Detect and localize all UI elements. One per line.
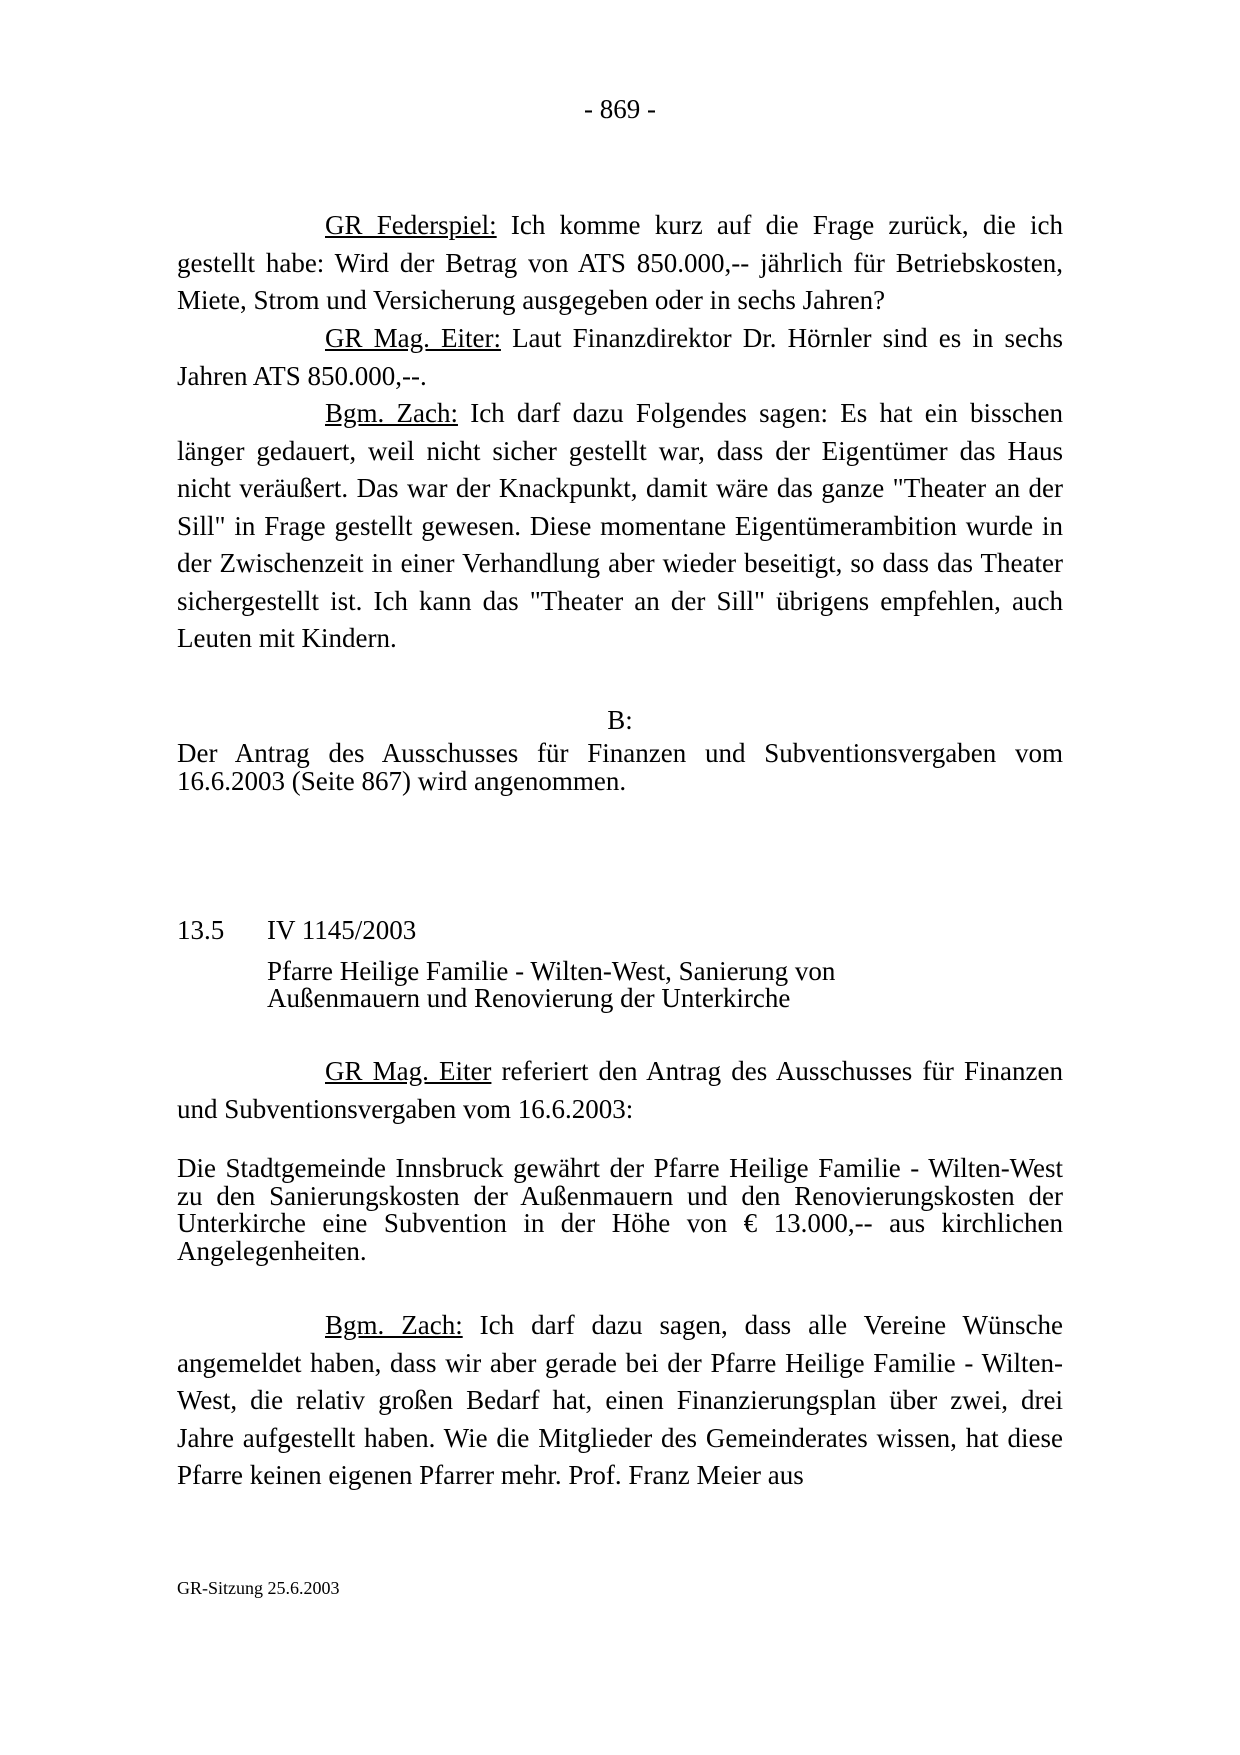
report-intro xyxy=(177,1053,1063,1128)
speaker-name: GR Mag. Eiter: xyxy=(325,323,501,353)
item-title-line: Außenmauern und Renovierung der Unterkirche xyxy=(267,983,791,1013)
footer-session-date: GR-Sitzung 25.6.2003 xyxy=(177,1578,340,1598)
motion-text: Die Stadtgemeinde Innsbruck gewährt der Pfarre Heilige Familie - Wilten-West zu den Sanierungskosten der Außenmauern und den Renovierungskosten der Unterkirche eine Subvention in der Höhe von € 13.000,-- aus kirchlichen Angelegenheiten. xyxy=(177,1153,1063,1266)
statement-text: Laut Finanzdirektor Dr. Hörnler sind es in sechs Jahren ATS 850.000,--. xyxy=(177,323,1063,391)
statement-zach xyxy=(177,395,1063,658)
item-number: 13.5 xyxy=(177,915,225,945)
statement-text: Ich komme kurz auf die Frage zurück, die ich gestellt habe: Wird der Betrag von ATS 850.000,-- jährlich für Betriebskosten, Miete, Strom und Versicherung ausgegeben oder in sechs Jahren? xyxy=(177,210,1063,315)
statement-text: Ich darf dazu sagen, dass alle Vereine Wünsche angemeldet haben, dass wir aber gerade bei der Pfarre Heilige Familie - Wilten-West, die relativ großen Bedarf hat, einen Finanzierungsplan über zwei, drei Jahre aufgestellt haben. Wie die Mitglieder des Gemeinderates wissen, hat diese Pfarre keinen eigenen Pfarrer mehr. Prof. Franz Meier aus xyxy=(177,1310,1063,1490)
statement-eiter xyxy=(177,320,1063,395)
item-title-line: Pfarre Heilige Familie - Wilten-West, Sanierung von xyxy=(267,956,836,986)
report-text: referiert den Antrag des Ausschusses für Finanzen und Subventionsvergaben vom 16.6.2003: xyxy=(177,1056,1063,1124)
statement-zach-closing xyxy=(177,1307,1063,1495)
item-title xyxy=(267,958,947,1012)
statement-text: Ich darf dazu Folgendes sagen: Es hat ein bisschen länger gedauert, weil nicht sicher gestellt war, dass der Eigentümer das Haus nicht veräußert. Das war der Knackpunkt, damit wäre das ganze "Theater an der Sill" in Frage gestellt gewesen. Diese momentane Eigentümerambition wurde in der Zwischenzeit in einer Verhandlung aber wieder beseitigt, so dass das Theater sichergestellt ist. Ich kann das "Theater an der Sill" übrigens empfehlen, auch Leuten mit Kindern. xyxy=(177,398,1063,653)
decision-text: Der Antrag des Ausschusses für Finanzen und Subventionsvergaben vom 16.6.2003 (Seite 867) wird angenommen. xyxy=(177,738,1063,796)
speaker-name: Bgm. Zach: xyxy=(325,398,458,428)
statement-federspiel xyxy=(177,207,1063,320)
speaker-name: GR Federspiel: xyxy=(325,210,497,240)
item-code: IV 1145/2003 xyxy=(267,915,417,945)
page-number: - 869 - xyxy=(584,94,656,124)
speaker-name: Bgm. Zach: xyxy=(325,1310,463,1340)
speaker-name: GR Mag. Eiter xyxy=(325,1056,492,1086)
decision-label: B: xyxy=(607,705,633,735)
